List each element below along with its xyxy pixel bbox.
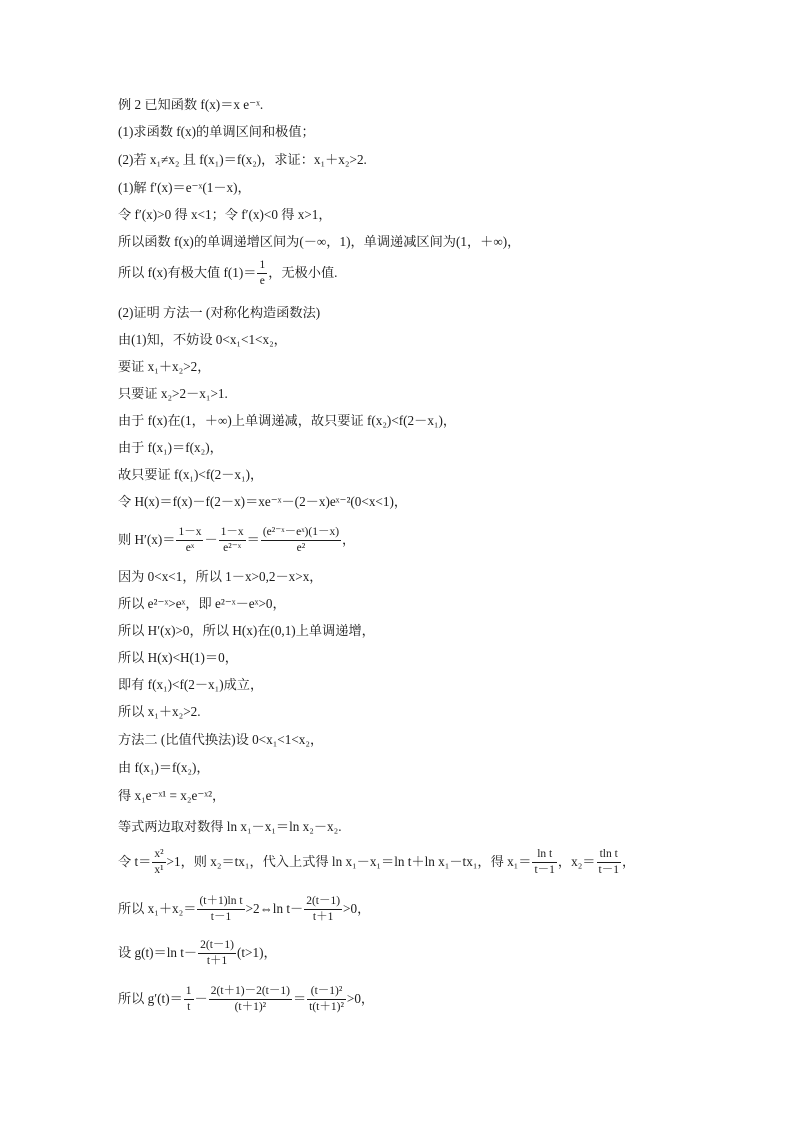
text-segment: ， xyxy=(621,854,636,869)
proof-step: 因为 0<x<1，所以 1－x>0,2－x>x， xyxy=(118,569,323,584)
fraction xyxy=(597,848,621,877)
denominator: t－1 xyxy=(534,864,555,877)
text-segment: 所以 g′(t)＝ xyxy=(118,991,183,1006)
solution-1-derivative: (1)解 f′(x)＝e⁻ˣ(1－x)， xyxy=(118,180,251,195)
fraction xyxy=(307,985,346,1014)
fraction xyxy=(184,985,194,1014)
proof-step: 由 f(x₁)＝f(x₂)， xyxy=(118,760,210,775)
denominator: t＋1 xyxy=(304,909,342,924)
numerator: tln t xyxy=(599,848,618,861)
text-segment: >1，则 x₂＝tx₁，代入上式得 ln x₁－x₁＝ln t＋ln x₁－tx₁，得 x₁＝ xyxy=(166,854,532,869)
proof-step: 由于 f(x₁)＝f(x₂)， xyxy=(118,440,223,455)
denominator: (t＋1)² xyxy=(209,999,292,1014)
numerator: x² xyxy=(154,848,164,861)
solution-1-intervals: 所以函数 f(x)的单调递增区间为(－∞，1)，单调递减区间为(1，＋∞)， xyxy=(118,234,521,249)
proof-method-2-heading: 方法二 (比值代换法)设 0<x₁<1<x₂， xyxy=(118,732,324,747)
text-segment: 设 g(t)＝ln t－ xyxy=(118,945,198,960)
proof-step: 只要证 x₂>2－x₁>1. xyxy=(118,386,228,401)
numerator: 1 xyxy=(259,259,266,272)
text-segment: >0， xyxy=(346,991,375,1006)
fraction xyxy=(261,526,341,555)
proof-step: 所以 H(x)<H(1)＝0， xyxy=(118,650,238,665)
proof-step-h-derivative xyxy=(118,522,355,558)
numerator: 2(t－1) xyxy=(306,895,341,908)
fraction xyxy=(198,939,236,968)
numerator: 1－x xyxy=(220,526,244,539)
proof-step: 所以 e²⁻ˣ>eˣ，即 e²⁻ˣ－eˣ>0， xyxy=(118,596,286,611)
text-segment: (t>1)， xyxy=(236,945,277,960)
fraction xyxy=(209,985,292,1014)
question-2: (2)若 x₁≠x₂ 且 f(x₁)＝f(x₂)，求证：x₁＋x₂>2. xyxy=(118,152,367,167)
numerator: (e²⁻ˣ－eˣ)(1－x) xyxy=(262,526,340,539)
fraction xyxy=(219,526,246,555)
numerator: 1 xyxy=(185,985,192,998)
denominator: t xyxy=(184,999,194,1014)
question-1: (1)求函数 f(x)的单调区间和极值； xyxy=(118,124,315,139)
proof-step-g-derivative xyxy=(118,981,374,1017)
proof-step: 得 x₁e⁻ˣ¹ = x₂e⁻ˣ²， xyxy=(118,788,226,803)
denominator: x¹ xyxy=(154,864,164,877)
fraction xyxy=(304,895,342,924)
numerator: 2(t＋1)－2(t－1) xyxy=(210,985,290,998)
text-segment: ， xyxy=(342,532,356,547)
denominator: t(t＋1)² xyxy=(309,1001,344,1014)
proof-step: 由(1)知，不妨设 0<x₁<1<x₂， xyxy=(118,332,287,347)
text-segment: － xyxy=(204,532,218,547)
proof-step: 即有 f(x₁)<f(2－x₁)成立， xyxy=(118,677,264,692)
numerator: 1－x xyxy=(178,526,202,539)
solution-1-sign: 令 f′(x)>0 得 x<1；令 f′(x)<0 得 x>1， xyxy=(118,207,332,222)
numerator: (t＋1)ln t xyxy=(199,895,243,908)
fraction xyxy=(532,848,556,877)
numerator: (t－1)² xyxy=(310,985,343,998)
example-title: 例 2 已知函数 f(x)＝x e⁻ˣ. xyxy=(118,97,264,112)
numerator: 2(t－1) xyxy=(200,939,234,952)
text-segment: 令 t＝ xyxy=(118,854,152,869)
text-segment: >2⇔ln t－ xyxy=(245,901,304,916)
denominator: t＋1 xyxy=(198,953,236,968)
denominator: e²⁻ˣ xyxy=(219,540,246,555)
text-segment: 则 H′(x)＝ xyxy=(118,532,176,547)
proof-step: 由于 f(x)在(1，＋∞)上单调递减，故只要证 f(x₂)<f(2－x₁)， xyxy=(118,413,457,428)
proof-step: 要证 x₁＋x₂>2， xyxy=(118,359,211,374)
text-segment: >0， xyxy=(343,901,371,916)
denominator: e xyxy=(257,273,267,288)
text-segment: 所以 x₁＋x₂＝ xyxy=(118,901,197,916)
proof-conclusion: 所以 x₁＋x₂>2. xyxy=(118,704,201,719)
proof-step-define-h: 令 H(x)＝f(x)－f(2－x)＝xe⁻ˣ－(2－x)eˣ⁻²(0<x<1)， xyxy=(118,494,408,509)
proof-step: 所以 H′(x)>0，所以 H(x)在(0,1)上单调递增， xyxy=(118,623,375,638)
denominator: t－1 xyxy=(197,909,244,924)
proof-step-substitution xyxy=(118,844,635,880)
text-segment: ＝ xyxy=(246,532,260,547)
proof-step: 故只要证 f(x₁)<f(2－x₁)， xyxy=(118,467,264,482)
denominator: t－1 xyxy=(598,864,619,877)
text-segment: 所以 f(x)有极大值 f(1)＝ xyxy=(118,265,257,280)
proof-step-equivalence xyxy=(118,891,370,927)
denominator: e² xyxy=(261,540,341,555)
text-segment: ，x₂＝ xyxy=(557,854,596,869)
proof-step-define-g xyxy=(118,935,277,971)
fraction xyxy=(152,848,165,877)
solution-1-extremum xyxy=(118,258,337,288)
text-segment: ，无极小值. xyxy=(268,265,338,280)
text-segment: － xyxy=(194,991,208,1006)
text-segment: ＝ xyxy=(292,991,307,1006)
fraction xyxy=(176,526,203,555)
fraction-one-over-e xyxy=(257,259,267,288)
proof-step: 等式两边取对数得 ln x₁－x₁＝ln x₂－x₂. xyxy=(118,819,342,834)
denominator: eˣ xyxy=(176,540,203,555)
numerator: ln t xyxy=(537,848,553,861)
fraction xyxy=(197,895,244,924)
proof-method-1-heading: (2)证明 方法一 (对称化构造函数法) xyxy=(118,305,321,320)
